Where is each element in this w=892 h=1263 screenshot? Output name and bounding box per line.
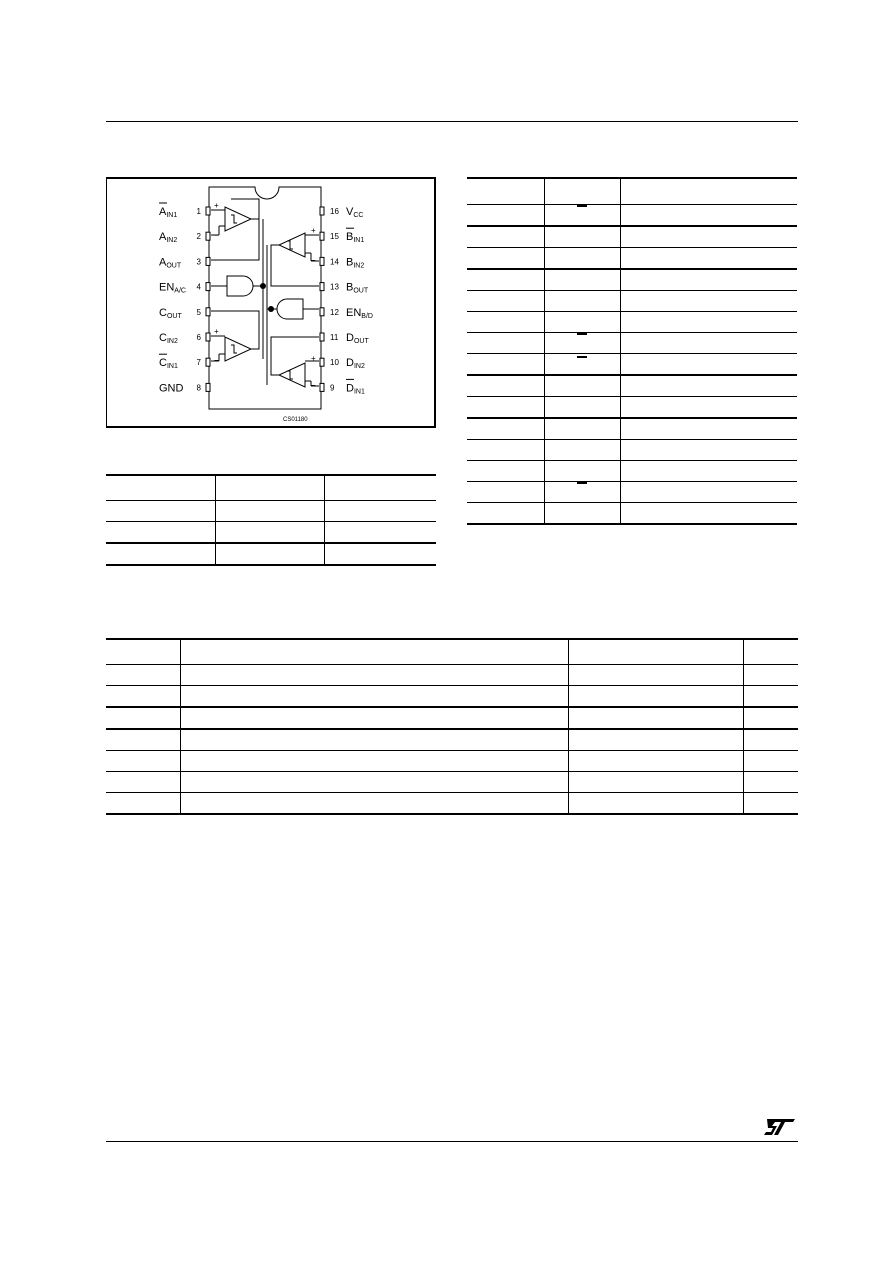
overline-mark: [577, 333, 587, 335]
pin-number: 14: [330, 257, 339, 267]
pin-label: COUT: [159, 306, 182, 320]
pin-4: [206, 283, 210, 291]
table-row: [467, 248, 797, 270]
pin-number: 2: [196, 232, 201, 242]
diagram-code: CS01180: [283, 417, 308, 423]
pin-number: 16: [330, 207, 339, 216]
overline-mark: [577, 205, 587, 207]
table-row: [467, 418, 797, 440]
table-row: [106, 707, 798, 729]
pin-number: 8: [196, 383, 201, 393]
pin-label: DIN2: [346, 357, 365, 371]
pin-label: DOUT: [346, 332, 369, 345]
pin-7: [206, 358, 210, 366]
table-row: [467, 205, 797, 227]
small-table: [106, 474, 436, 566]
header-rule: [106, 121, 798, 122]
minus-sign-b: −: [311, 256, 316, 265]
pin-number: 10: [330, 358, 339, 368]
plus-sign-a: +: [214, 201, 219, 210]
pin-number: 12: [330, 307, 339, 317]
pin-label: GND: [159, 382, 184, 395]
table-row: [106, 793, 798, 815]
pin-9: [320, 383, 324, 391]
table-row: [467, 354, 797, 376]
plus-sign-b: +: [311, 226, 316, 235]
pin-number: 11: [330, 333, 339, 342]
pin-label: BIN1: [346, 231, 365, 245]
pin-label: BOUT: [346, 281, 369, 295]
pin-number: 7: [196, 358, 201, 368]
table-row: [467, 333, 797, 354]
pin-number: 6: [196, 333, 201, 342]
minus-sign-c: −: [214, 356, 219, 365]
pin-13: [320, 283, 324, 291]
pin-label: VCC: [346, 206, 364, 219]
pin-number: 13: [330, 282, 339, 292]
table-row: [106, 543, 436, 565]
pin-label: CIN2: [159, 332, 178, 345]
table-row: [106, 522, 436, 544]
pin-label: ENB/D: [346, 306, 373, 320]
pin-6: [206, 333, 210, 341]
table-row: [106, 751, 798, 772]
pin-label: DIN1: [346, 382, 365, 396]
pin-label: AOUT: [159, 256, 182, 270]
overline-mark: [577, 356, 587, 358]
minus-sign-a: −: [214, 231, 219, 240]
table-row: [106, 665, 798, 686]
table-row: [106, 475, 436, 501]
pin-2: [206, 232, 210, 240]
pin-10: [320, 358, 324, 366]
table-row: [467, 440, 797, 461]
table-row: [467, 375, 797, 397]
pin-number: 3: [196, 257, 201, 267]
minus-sign-d: −: [311, 381, 316, 390]
pin-number: 4: [196, 282, 201, 292]
table-row: [467, 482, 797, 503]
pin-description-table: [467, 177, 797, 525]
table-row: [106, 772, 798, 793]
table-row: [467, 226, 797, 248]
pin-number: 9: [330, 383, 335, 393]
ic-body: [209, 187, 321, 409]
footer-rule: [106, 1141, 798, 1142]
pin-number: 15: [330, 232, 339, 242]
table-row: [106, 501, 436, 522]
pin-3: [206, 257, 210, 265]
pin-label: AIN2: [159, 231, 178, 245]
pin-label: BIN2: [346, 256, 365, 270]
st-logo: [763, 1117, 797, 1137]
table-row: [467, 503, 797, 525]
table-row: [467, 312, 797, 333]
pin-14: [320, 257, 324, 265]
pin-1: [206, 207, 210, 215]
pin-number: 1: [196, 207, 201, 216]
pin-5: [206, 308, 210, 316]
pin-label: AIN1: [159, 206, 178, 219]
table-row: [467, 269, 797, 291]
pin-11: [320, 333, 324, 341]
pin-12: [320, 308, 324, 316]
pin-15: [320, 232, 324, 240]
pin-label: ENA/C: [159, 281, 186, 295]
plus-sign-d: +: [311, 354, 316, 363]
overline-mark: [577, 482, 587, 484]
pin-label: CIN1: [159, 357, 178, 371]
table-row: [106, 686, 798, 708]
table-row: [467, 461, 797, 482]
table-row: [106, 729, 798, 751]
plus-sign-c: +: [214, 327, 219, 336]
internal-logic: [211, 199, 319, 387]
pin-16: [320, 207, 324, 215]
table-row: [467, 291, 797, 312]
table-row: [106, 639, 798, 665]
table-row: [467, 178, 797, 205]
pin-8: [206, 383, 210, 391]
pin-number: 5: [196, 307, 201, 317]
wide-table: [106, 638, 798, 815]
pin-connection-diagram: [106, 177, 436, 428]
table-row: [467, 397, 797, 419]
